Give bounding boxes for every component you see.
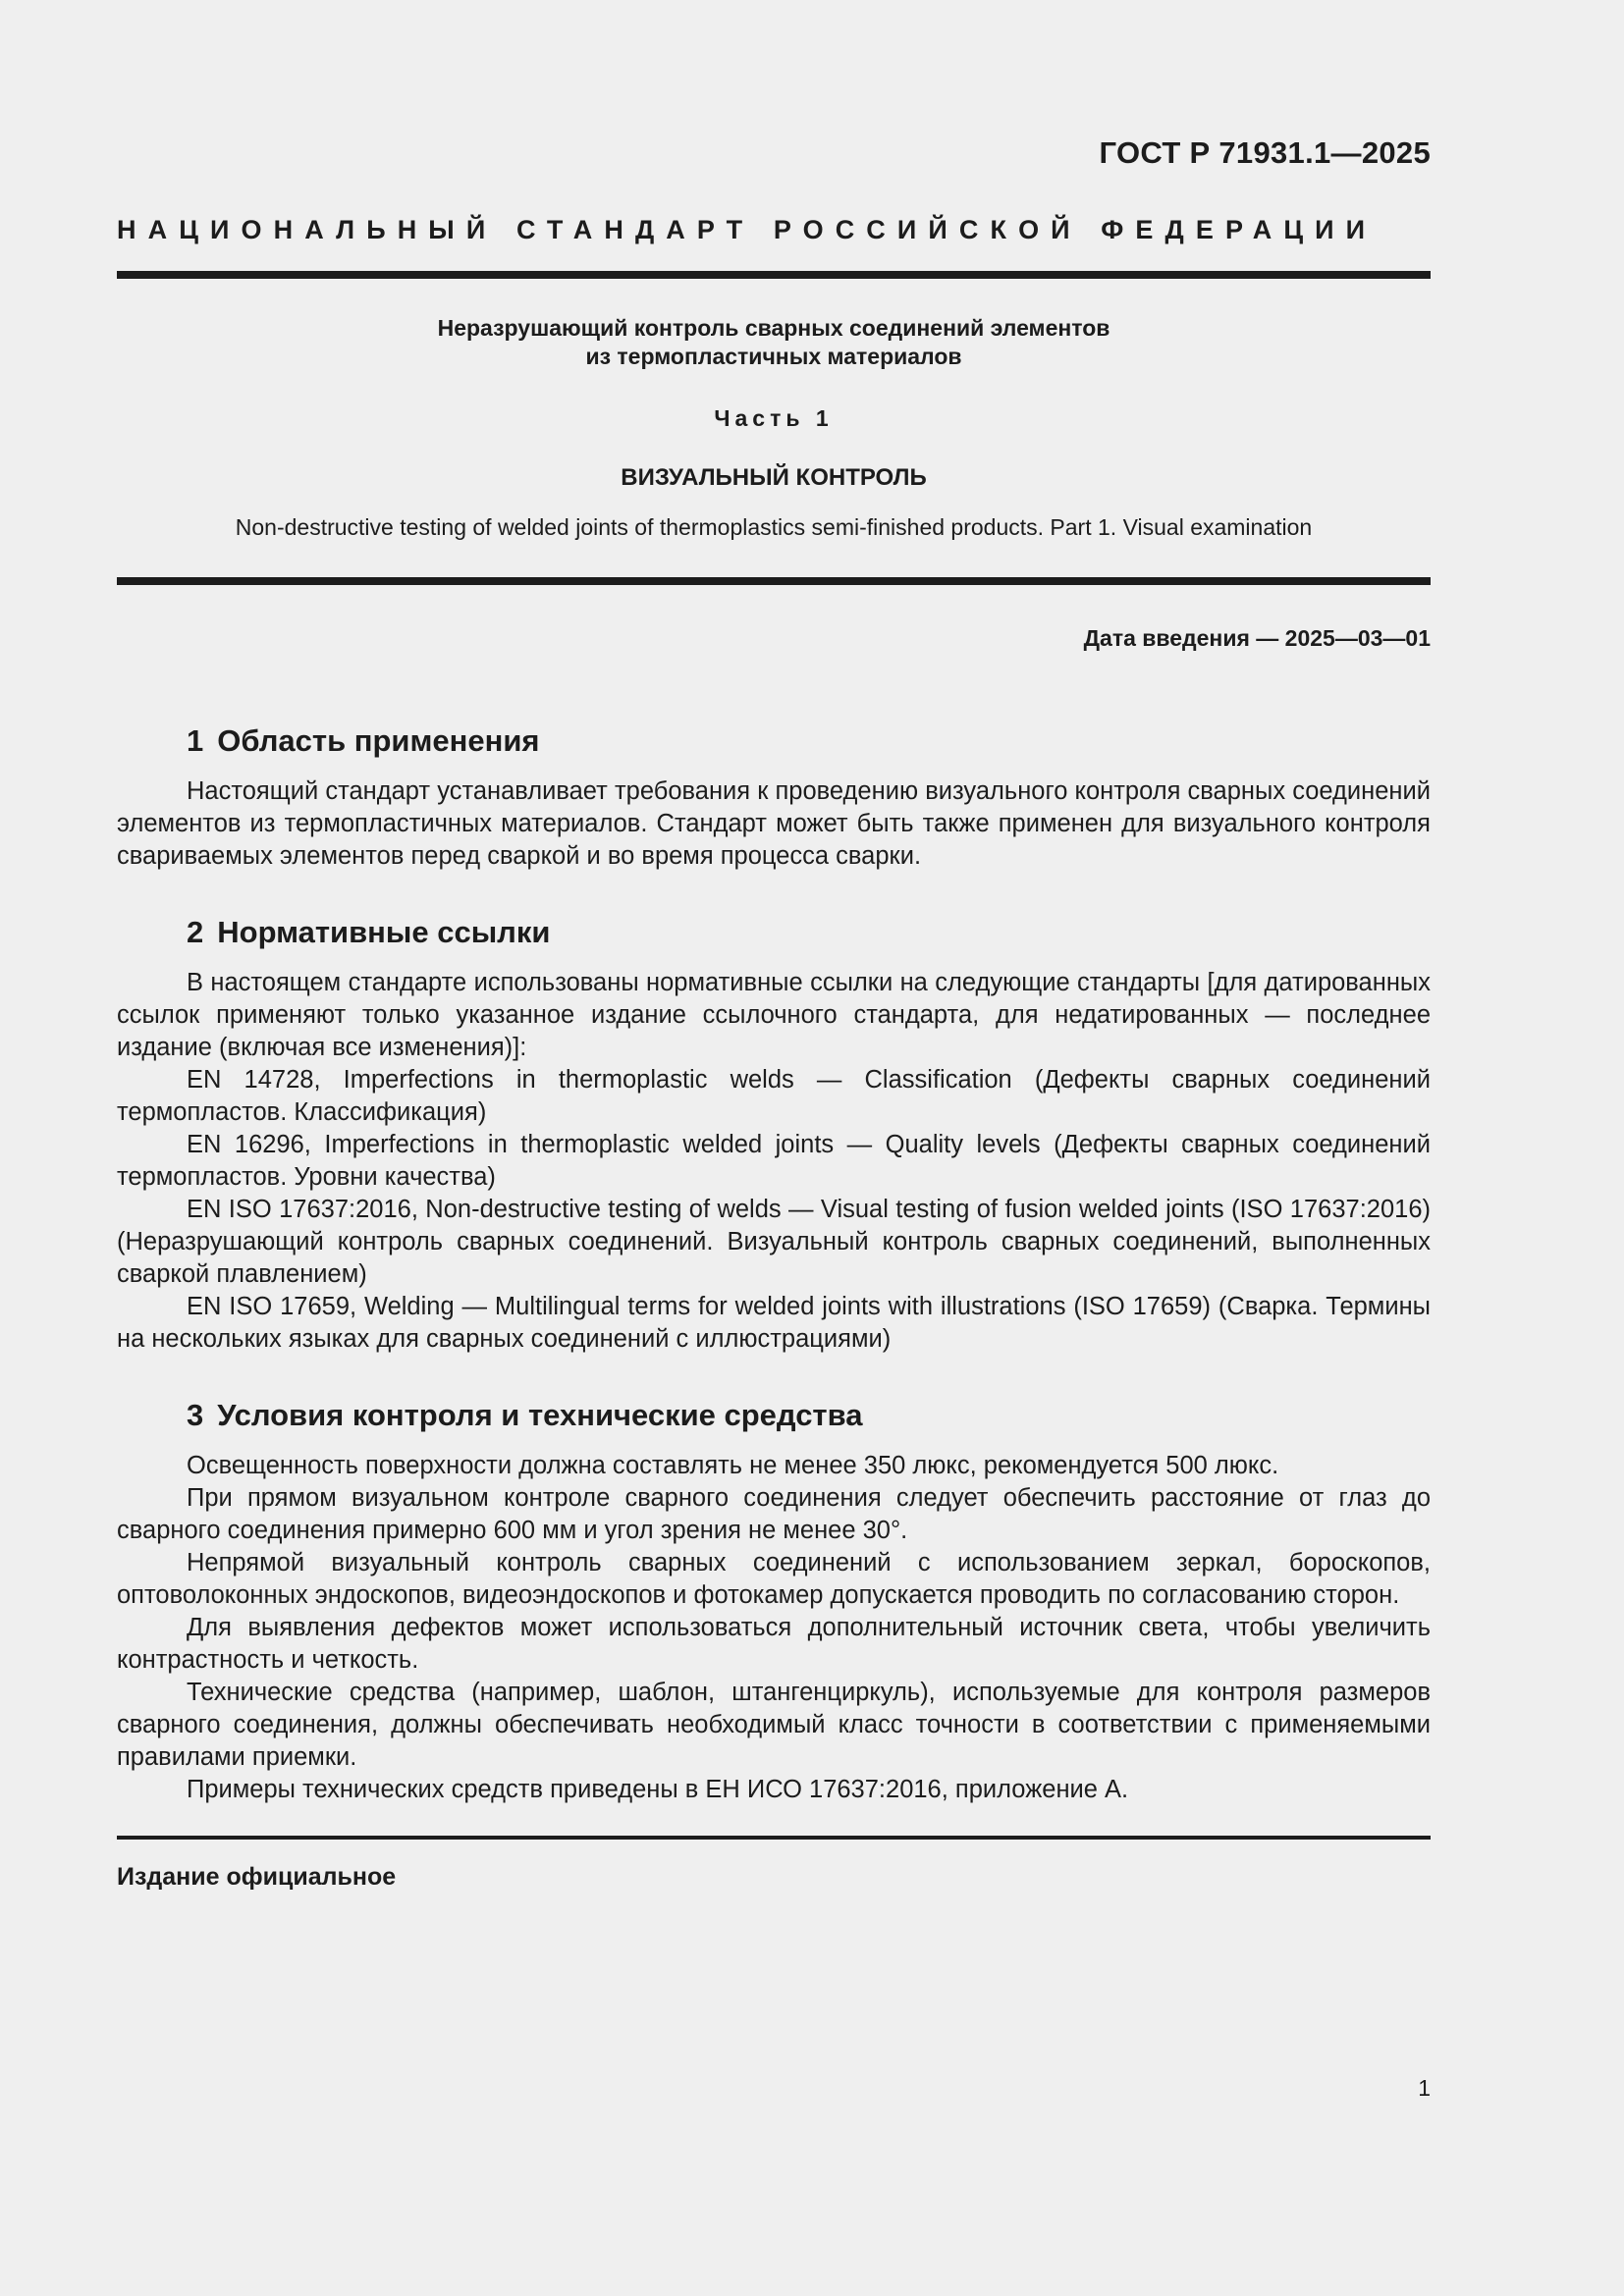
- section-heading: [117, 725, 1431, 756]
- reference-item: EN 16296, Imperfections in thermoplastic welded joints — Quality levels (Дефекты сварных соединений термопластов. Уровни качества): [117, 1131, 1431, 1191]
- paragraph: Примеры технических средств приведены в ЕН ИСО 17637:2016, приложение А.: [187, 1776, 1129, 1803]
- section-body: [117, 1450, 1431, 1806]
- paragraph: В настоящем стандарте использованы нормативные ссылки на следующие стандарты [для датированных ссылок применяют только указанное издание ссылочного стандарта, для недатированных — последнее издание (включая все изменения)]:: [117, 969, 1431, 1061]
- section-body: [117, 967, 1431, 1356]
- document-number: ГОСТ Р 71931.1—2025: [1099, 135, 1431, 170]
- page-number: 1: [1418, 2075, 1431, 2101]
- paragraph: При прямом визуальном контроле сварного соединения следует обеспечить расстояние от глаз до сварного соединения примерно 600 мм и угол зрения не менее 30°.: [117, 1484, 1431, 1544]
- section-inspection-conditions: [117, 1400, 1431, 1806]
- reference-item: EN 14728, Imperfections in thermoplastic welds — Classification (Дефекты сварных соединений термопластов. Классификация): [117, 1066, 1431, 1126]
- section-number: 1: [187, 723, 204, 758]
- document-title-en: Non-destructive testing of welded joints of thermoplastics semi-finished products. Part 1. Visual examination: [235, 514, 1313, 540]
- paragraph: Освещенность поверхности должна составлять не менее 350 люкс, рекомендуется 500 люкс.: [187, 1452, 1279, 1479]
- paragraph: Технические средства (например, шаблон, штангенциркуль), используемые для контроля размеров сварного соединения, должны обеспечивать необходимый класс точности в соответствии с применяемыми правилами приемки.: [117, 1679, 1431, 1771]
- paragraph: Настоящий стандарт устанавливает требования к проведению визуального контроля сварных соединений элементов из термопластичных материалов. Стандарт может быть также применен для визуального контроля свариваемых элементов перед сваркой и во время процесса сварки.: [117, 777, 1431, 870]
- paragraph: Непрямой визуальный контроль сварных соединений с использованием зеркал, бороскопов, оптоволоконных эндоскопов, видеоэндоскопов и фотокамер допускается проводить по согласованию сторон.: [117, 1549, 1431, 1609]
- section-number: 3: [187, 1398, 204, 1432]
- title-ru-line-2: из термопластичных материалов: [585, 344, 962, 369]
- national-standard-banner: НАЦИОНАЛЬНЫЙ СТАНДАРТ РОССИЙСКОЙ ФЕДЕРАЦИИ: [117, 215, 1378, 244]
- header-divider: [117, 271, 1431, 279]
- section-heading: [117, 917, 1431, 947]
- section-heading: [117, 1400, 1431, 1430]
- footer-divider: [117, 1836, 1431, 1840]
- reference-item: EN ISO 17637:2016, Non-destructive testing of welds — Visual testing of fusion welded joints (ISO 17637:2016) (Неразрушающий контроль сварных соединений. Визуальный контроль сварных соединений, выполненных сваркой плавлением): [117, 1196, 1431, 1288]
- section-body: [117, 775, 1431, 873]
- document-title-ru: [117, 314, 1431, 371]
- part-label: Часть 1: [714, 405, 834, 431]
- section-scope: [117, 725, 1431, 873]
- paragraph: Для выявления дефектов может использоваться дополнительный источник света, чтобы увеличить контрастность и четкость.: [117, 1614, 1431, 1674]
- document-subtitle: ВИЗУАЛЬНЫЙ КОНТРОЛЬ: [621, 464, 927, 491]
- official-edition-label: Издание официальное: [117, 1863, 397, 1891]
- title-ru-line-1: Неразрушающий контроль сварных соединений элементов: [437, 315, 1110, 341]
- section-title: Нормативные ссылки: [217, 915, 551, 949]
- section-title: Условия контроля и технические средства: [217, 1398, 863, 1432]
- document-page: [117, 137, 1431, 1890]
- section-title: Область применения: [217, 723, 540, 758]
- introduction-date: Дата введения — 2025—03—01: [1083, 625, 1431, 651]
- section-number: 2: [187, 915, 204, 949]
- title-divider: [117, 577, 1431, 585]
- reference-item: EN ISO 17659, Welding — Multilingual terms for welded joints with illustrations (ISO 17659) (Сварка. Термины на нескольких языках для сварных соединений с иллюстрациями): [117, 1293, 1431, 1353]
- section-normative-references: [117, 917, 1431, 1356]
